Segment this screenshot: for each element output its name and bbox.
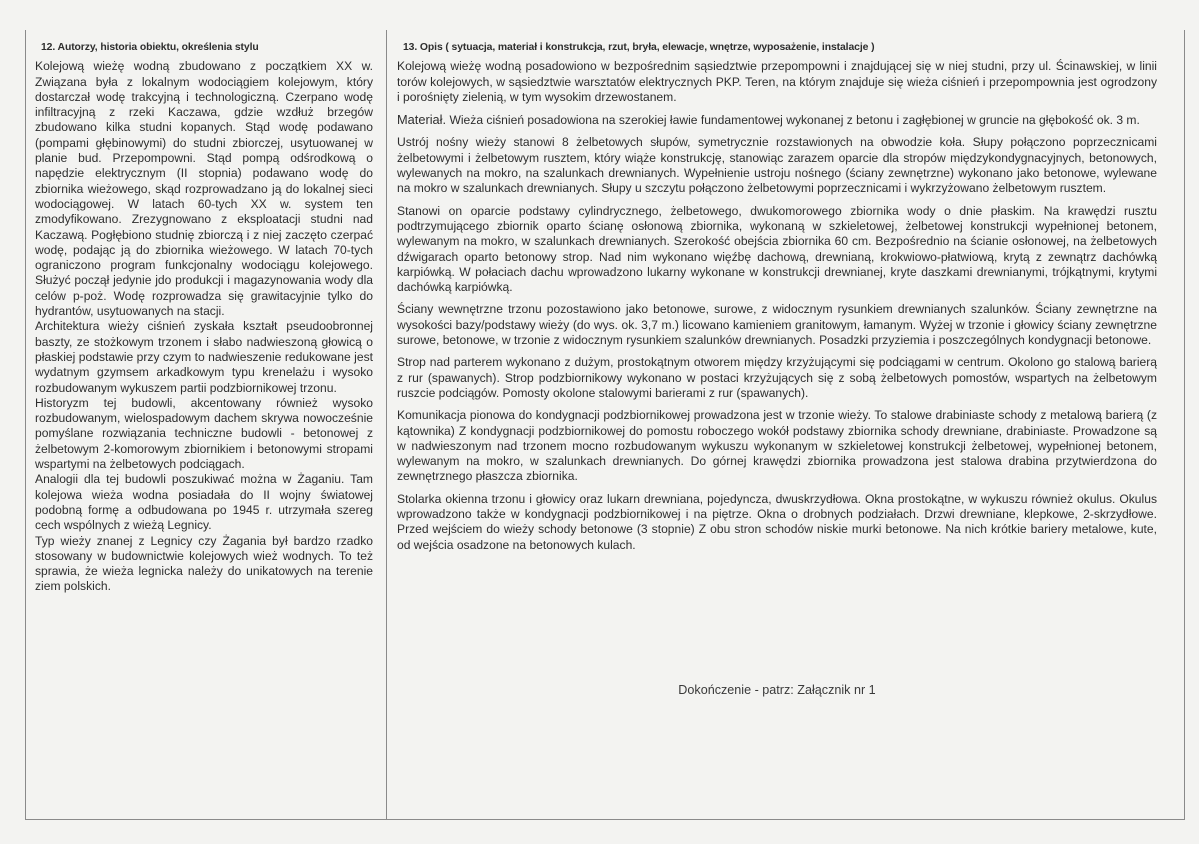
section-13-heading: 13. Opis ( sytuacja, materiał i konstrukcja, rzut, bryła, elewacje, wnętrze, wyposażenie, instalacje ): [403, 42, 875, 53]
history-paragraph-2: Architektura wieży ciśnień zyskała kształt pseudoobronnej baszty, ze stożkowym trzonem i słabo nadwieszoną głowicą o płaskiej podstawie przy czym to nadwieszenie redukowane jest wydatnym gzymsem arkadkowym typu krenelażu i wysoko rozbudowanym wykuszem partii podzbiornikowej trzonu.: [35, 319, 373, 395]
description-paragraph-6: Stolarka okienna trzonu i głowicy oraz lukarn drewniana, pojedyncza, dwuskrzydłowa. Okna prostokątne, w wykuszu również okulus. Okulus wprowadzono także w kondygnacji podzbiornikowej i na piętrze. Okna o drobnych podziałach. Drzwi drewniane, klepkowe, 2-skrzydłowe. Przed wejściem do wieży schody betonowe (3 stopnie) Z obu stron schodów niskie murki betonowe. Na nich krótkie bariery metalowe, kute, od wejścia osadzone na betonowych kulach.: [397, 491, 1157, 552]
material-paragraph: [397, 112, 1157, 128]
section-12-heading: 12. Autorzy, historia obiektu, określenia stylu: [41, 42, 259, 53]
description-intro: Kolejową wieżę wodną posadowiono w bezpośrednim sąsiedztwie przepompowni i znajdującej się w niej studni, przy ul. Ścinawskiej, w linii torów kolejowych, w sąsiedztwie warsztatów elektrycznych PKP. Teren, na którym znajduje się wieża ciśnień i przepompownia jest ogrodzony i porośnięty zielenią, w tym wysokim drzewostanem.: [397, 59, 1157, 104]
description-paragraph-1: Ustrój nośny wieży stanowi 8 żelbetowych słupów, symetrycznie rozstawionych na obwodzie koła. Słupy połączono poprzecznicami żelbetowymi i żelbetowym rusztem, który wiąże konstrukcję, stanowiąc zarazem oparcie dla stropów międzykondygnacyjnych, betonowych, wylewanych na mokro, na szalunkach drewnianych. Wypełnienie ustroju nośnego (ściany zewnętrzne) wykonano jako betonowe, wylewane na mokro w szalunkach drewnianych. Słupy u szczytu połączono żelbetowymi poprzecznicami i wykrzyżowano żelbetowym rusztem.: [397, 135, 1157, 196]
continuation-note: Dokończenie - patrz: Załącznik nr 1: [678, 683, 876, 697]
description-paragraph-2: Stanowi on oparcie podstawy cylindrycznego, żelbetowego, dwukomorowego zbiornika wody o dnie płaskim. Na krawędzi rusztu podtrzymującego zbiornik oparto ścianę osłonową zbiornika, wykonaną w szkieletowej, żelbetowej konstrukcji wypełnionej betonem, wylewanym na mokro, w szalunkach drewnianych. Szerokość obejścia zbiornika 60 cm. Bezpośrednio na ścianie osłonowej, na żelbetowych dźwigarach oparto betonowy strop. Nad nim wykonano więźbę dachową, drewnianą, krokwiowo-płatwiową, krytą z zewnątrz dachówką karpiówką. W połaciach dachu wprowadzono lukarny wykonane w konstrukcji drewnianej, kryte daszkami drewnianymi, trójkątnymi, krytymi dachówką karpiówką.: [397, 203, 1157, 295]
history-paragraph-3: Historyzm tej budowli, akcentowany również wysoko rozbudowanym, wielospadowym dachem skrywa nowocześnie pomyślane rozwiązania techniczne budowli - betonowej z żelbetowym 2-komorowym zbiornikiem i betonowymi stropami wspartymi na żelbetowych podciągach.: [35, 395, 373, 472]
right-column: [397, 40, 1157, 560]
description-paragraph-3: Ściany wewnętrzne trzonu pozostawiono jako betonowe, surowe, z widocznym rysunkiem drewnianych szalunków. Ściany zewnętrzne na wysokości bazy/podstawy wieży (do wys. ok. 3,7 m.) licowano kamieniem granitowym, łamanym. Wyżej w trzonie i głowicy ściany zewnętrzne surowe, betonowe, w trzonie z widocznym rysunkiem szalunków drewnianych. Posadzki przyziemia i poszczególnych kondygnacji betonowe.: [397, 302, 1157, 348]
description-paragraph-4: Strop nad parterem wykonano z dużym, prostokątnym otworem między krzyżującymi się podciągami w centrum. Okolono go stalową barierą z rur (spawanych). Strop podzbiornikowy wykonano w postaci krzyżujących się z sobą żelbetowych pomostów, wspartych na żelbetowym ruszcie podciągów. Pomosty okolone stalowymi barierami z rur (spawanych).: [397, 355, 1157, 400]
material-label: Materiał.: [397, 112, 447, 128]
left-column: [35, 40, 373, 595]
material-text: Wieża ciśnień posadowiona na szerokiej ławie fundamentowej wykonanej z betonu i zagłębionej w gruncie na głębokość ok. 3 m.: [446, 113, 1140, 128]
history-paragraph-4: Analogii dla tej budowli poszukiwać można w Żaganiu. Tam kolejowa wieża wodna posiadała do II wojny światowej podobną formę a odbudowana po 1945 r. utrzymała szereg cech wspólnych z wieżą Legnicy.: [35, 472, 373, 533]
column-divider: [386, 30, 387, 820]
history-paragraph-1: Kolejową wieżę wodną zbudowano z początkiem XX w. Związana była z lokalnym wodociągiem kolejowym, który dostarczał wodę trakcyjną i technologiczną. Czerpano wodę infiltracyjną z rzeki Kaczawa, gdzie wzdłuż brzegów zbudowano kilka studni kopanych. Stąd wodę podawano (pompami głębinowymi) do studni zbiorczej, usytuowanej w planie bud. Przepompowni. Stąd pompą odśrodkową o napędzie elektrycznym (II stopnia) podawano wodę do zbiornika wieżowego, skąd rozprowadzano ją do lokalnej sieci wodociągowej. W latach 60-tych XX w. system ten zmodyfikowano. Zrezygnowano z eksploatacji studni nad Kaczawą. Pogłębiono studnię zbiorczą i z niej zaczęto czerpać wodę, podając ją do zbiornika wieżowego. W latach 70-tych ograniczono program funkcjonalny wodociągu kolejowego. Służyć począł jedynie jdo produkcji i magazynowania wody dla celów p-poż. Wodę rozprowadza się grawitacyjnie tylko do hydrantów, usytuowanych na stacji.: [35, 59, 373, 319]
description-paragraph-5: Komunikacja pionowa do kondygnacji podzbiornikowej prowadzona jest w trzonie wieży. To stalowe drabiniaste schody z metalową barierą (z kątownika) Z kondygnacji podzbiornikowej do pomostu roboczego wokół podstawy zbiornika schody drewniane, drabiniaste. Prowadzone są w nadwieszonym nad trzonem mocno rozbudowanym wykuszu wykonanym w szkieletowej konstrukcji żelbetowej, wypełnionej betonem, wylewanym na mokro, w szalunkach drewnianych. Do górnej krawędzi zbiornika prowadzona jest stalowa drabina przytwierdzona do zewnętrznego płaszcza zbiornika.: [397, 408, 1157, 484]
history-paragraph-5: Typ wieży znanej z Legnicy czy Żagania był bardzo rzadko stosowany w budownictwie kolejowych wież wodnych. To też sprawia, że wieża legnicka należy do unikatowych na terenie ziem polskich.: [35, 533, 373, 594]
